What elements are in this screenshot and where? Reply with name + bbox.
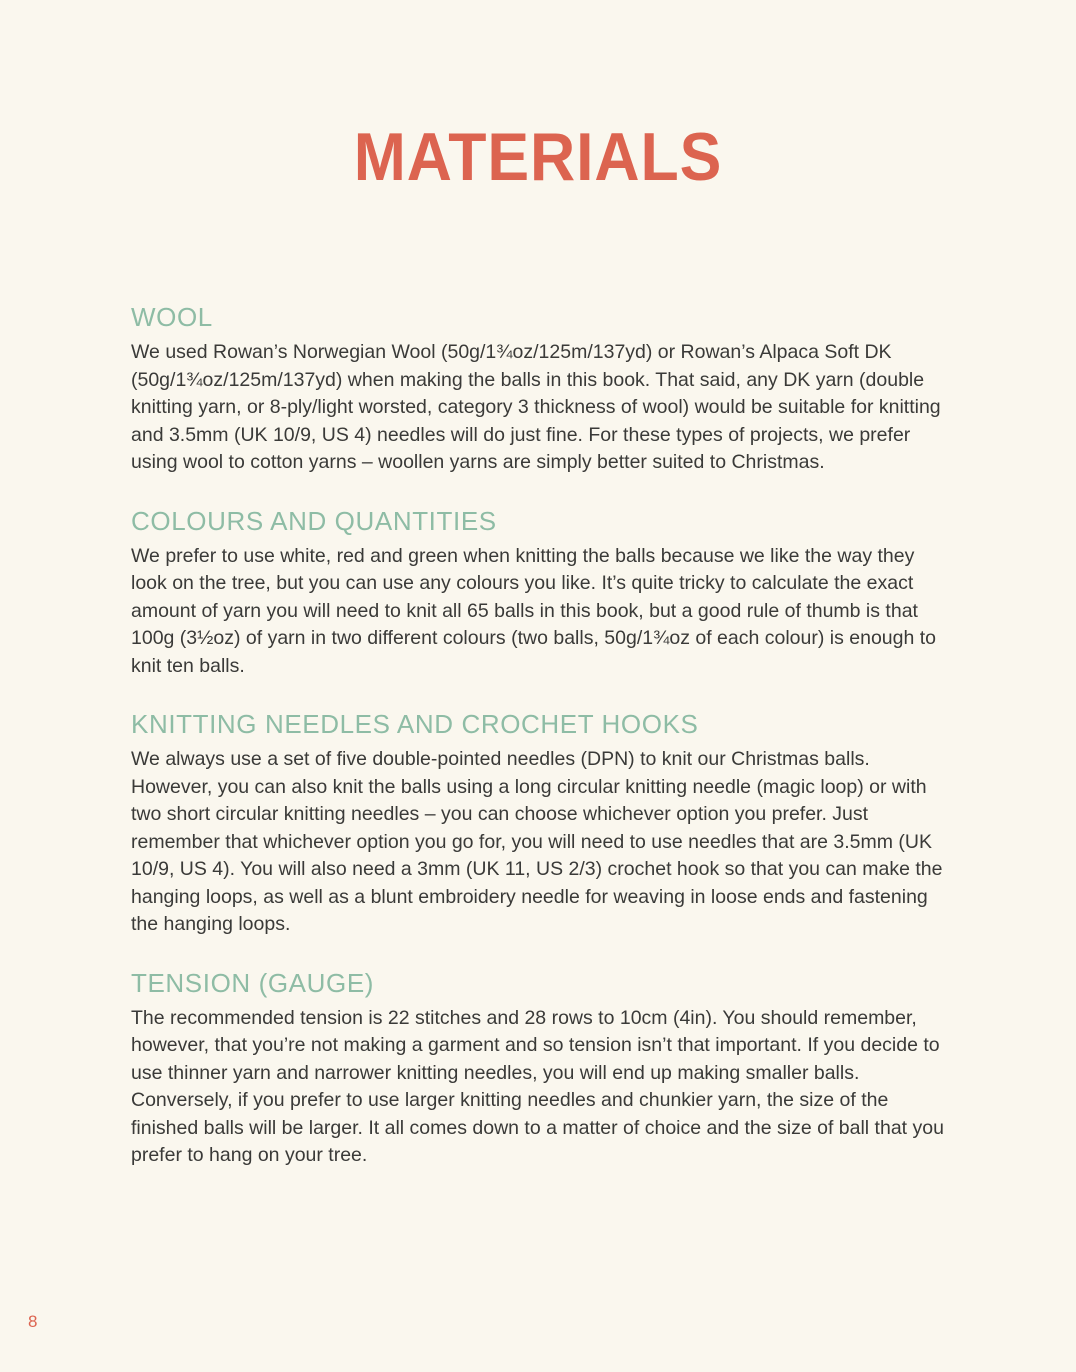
section-wool bbox=[131, 301, 949, 477]
section-heading-knitting-needles-and-crochet-hooks: KNITTING NEEDLES AND CROCHET HOOKS bbox=[131, 709, 699, 739]
section-body-tension-gauge: The recommended tension is 22 stitches and 28 rows to 10cm (4in). You should remember, however, that you’re not making a garment and so tension isn’t that important. If you decide to use thinner yarn and narrower knitting needles, you will end up making smaller balls. Conversely, if you prefer to use larger knitting needles and chunkier yarn, the size of the finished balls will be larger. It all comes down to a matter of choice and the size of ball that you prefer to hang on your tree. bbox=[131, 1006, 944, 1166]
section-knitting-needles-and-crochet-hooks bbox=[131, 708, 949, 939]
page-title: MATERIALS bbox=[353, 119, 723, 195]
section-heading-wool: WOOL bbox=[131, 302, 213, 332]
page-content bbox=[131, 301, 949, 1170]
section-heading-colours-and-quantities: COLOURS AND QUANTITIES bbox=[131, 505, 497, 536]
section-tension-gauge bbox=[131, 967, 949, 1170]
section-body-knitting-needles-and-crochet-hooks: We always use a set of five double-pointed needles (DPN) to knit our Christmas balls. However, you can also knit the balls using a long circular knitting needle (magic loop) or with two short circular knitting needles – you can choose whichever option you prefer. Just remember that whichever option you go for, you will need to use needles that are 3.5mm (UK 10/9, US 4). You will also need a 3mm (UK 11, US 2/3) crochet hook so that you can make the hanging loops, as well as a blunt embroidery needle for weaving in loose ends and fastening the hanging loops. bbox=[131, 748, 943, 935]
section-body-colours-and-quantities: We prefer to use white, red and green when knitting the balls because we like the way they look on the tree, but you can use any colours you like. It’s quite tricky to calculate the exact amount of yarn you will need to knit all 65 balls in this book, but a good rule of thumb is that 100g (3½oz) of yarn in two different colours (two balls, 50g/1¾oz of each colour) is enough to knit ten balls. bbox=[131, 544, 937, 677]
page-number: 8 bbox=[28, 1312, 38, 1331]
section-heading-tension-gauge: TENSION (GAUGE) bbox=[131, 967, 375, 998]
section-colours-and-quantities bbox=[131, 505, 949, 681]
section-body-wool: We used Rowan’s Norwegian Wool (50g/1¾oz/125m/137yd) or Rowan’s Alpaca Soft DK (50g/1¾oz/125m/137yd) when making the balls in this book. That said, any DK yarn (double knitting yarn, or 8-ply/light worsted, category 3 thickness of wool) would be suitable for knitting and 3.5mm (UK 10/9, US 4) needles will do just fine. For these types of projects, we prefer using wool to cotton yarns – woollen yarns are simply better suited to Christmas. bbox=[131, 341, 941, 473]
